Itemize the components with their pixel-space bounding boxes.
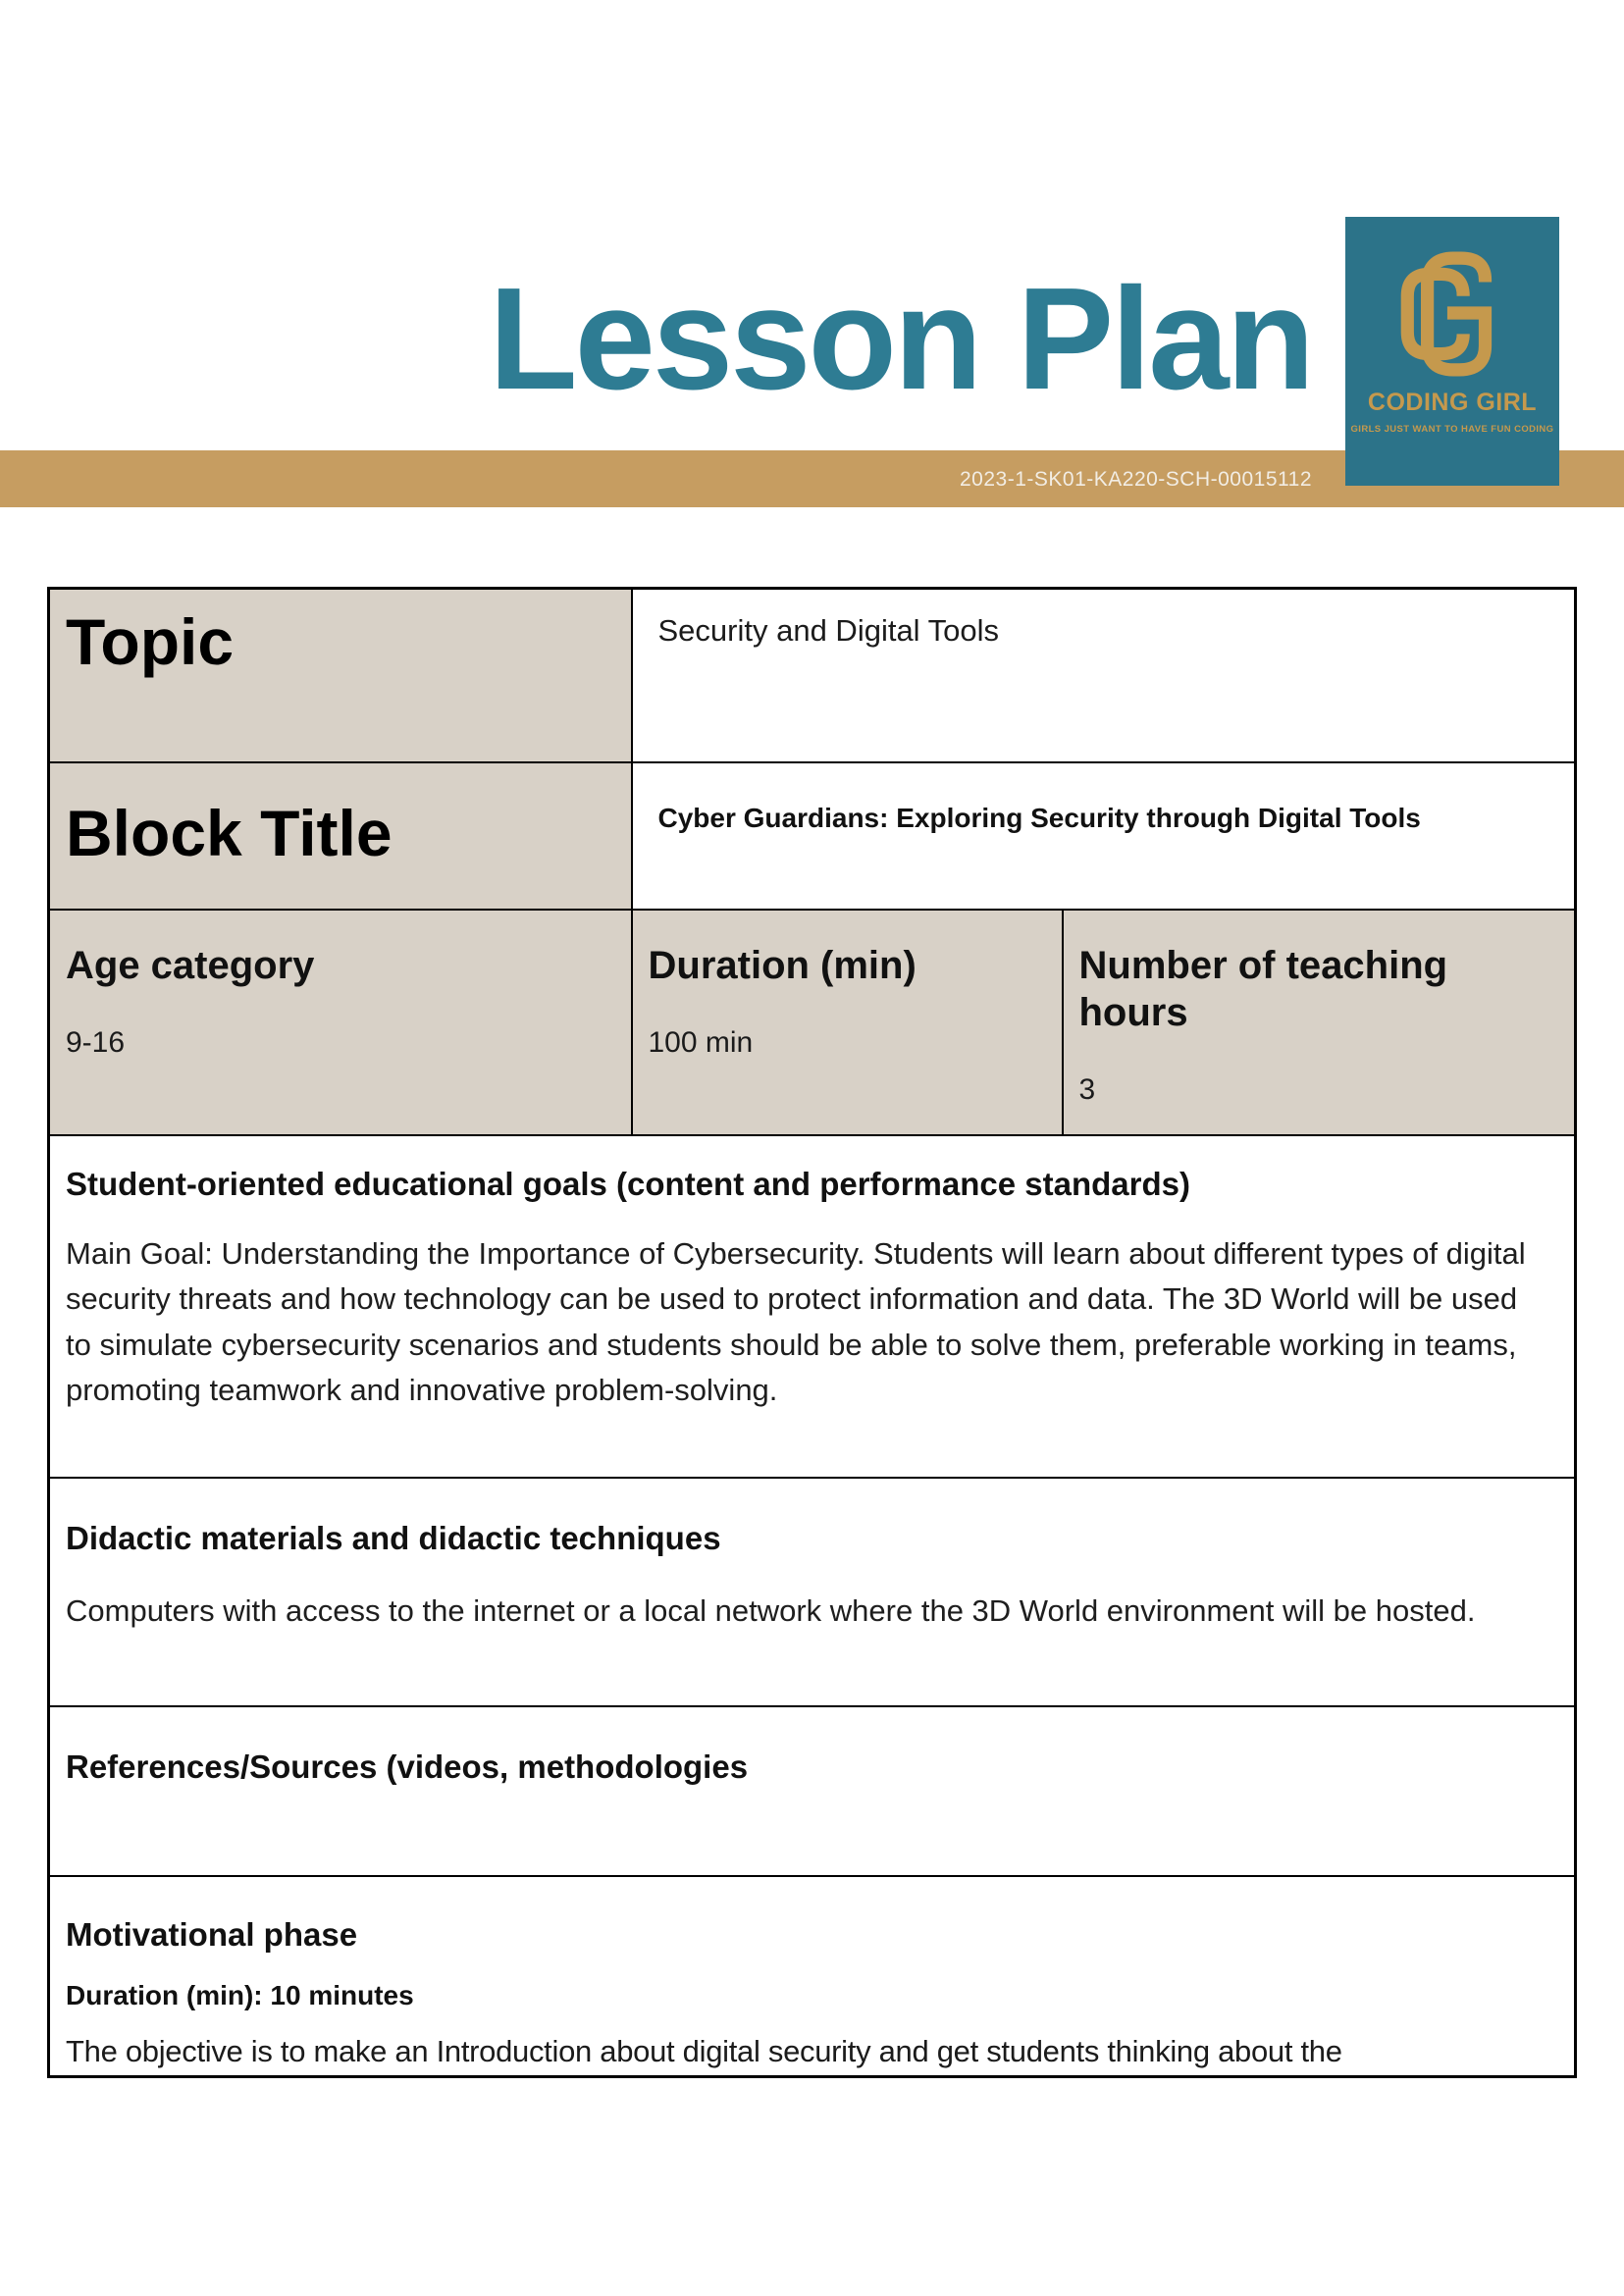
teaching-hours-label: Number of teaching hours [1078, 943, 1448, 1034]
table-row [49, 1135, 1576, 1478]
block-title-value-cell [632, 762, 1576, 910]
duration-label: Duration (min) [648, 943, 917, 987]
goals-text: Main Goal: Understanding the Importance of Cybersecurity. Students will learn about different types of digital security threats and how technology can be used to protect information and data. The 3D World will be used to simulate cybersecurity scenarios and students should be able to solve them, preferable working in teams, promoting teamwork and innovative problem-solving. [66, 1235, 1526, 1408]
teaching-hours-cell [1063, 910, 1576, 1135]
page-title: Lesson Plan [489, 258, 1312, 420]
table-row [49, 589, 1576, 762]
goals-label: Student-oriented educational goals (content and performance standards) [66, 1165, 1190, 1202]
table-row [49, 1876, 1576, 2077]
references-cell [49, 1706, 1576, 1876]
table-row [49, 910, 1576, 1135]
block-title-value: Cyber Guardians: Exploring Security through Digital Tools [657, 802, 1421, 833]
block-title-label: Block Title [66, 796, 393, 869]
topic-value: Security and Digital Tools [657, 613, 999, 648]
motivational-cell [49, 1876, 1576, 2077]
cg-monogram-icon [1397, 250, 1507, 378]
materials-cell [49, 1478, 1576, 1706]
materials-text: Computers with access to the internet or a local network where the 3D World environment will be hosted. [66, 1592, 1476, 1628]
teaching-hours-value: 3 [1078, 1072, 1096, 1106]
duration-cell [632, 910, 1063, 1135]
age-category-value: 9-16 [66, 1025, 126, 1059]
table-row [49, 762, 1576, 910]
motivational-label: Motivational phase [66, 1915, 358, 1953]
motivational-duration: Duration (min): 10 minutes [66, 1979, 414, 2010]
motivational-text: The objective is to make an Introduction about digital security and get students thinking about the [66, 2033, 1342, 2068]
table-row [49, 1478, 1576, 1706]
logo-tagline: GIRLS JUST WANT TO HAVE FUN CODING [1350, 424, 1554, 435]
duration-value: 100 min [648, 1025, 754, 1059]
project-code: 2023-1-SK01-KA220-SCH-00015112 [960, 468, 1312, 491]
table-row [49, 1706, 1576, 1876]
topic-value-cell [632, 589, 1576, 762]
references-label: References/Sources (videos, methodologies [66, 1748, 749, 1785]
topic-label-cell [49, 589, 632, 762]
age-category-label: Age category [66, 943, 315, 987]
logo-name: CODING GIRL [1367, 389, 1538, 416]
lesson-plan-table [47, 587, 1577, 2078]
materials-label: Didactic materials and didactic techniques [66, 1519, 721, 1556]
age-category-cell [49, 910, 632, 1135]
topic-label: Topic [66, 605, 235, 678]
coding-girl-logo [1345, 217, 1559, 486]
block-title-label-cell [49, 762, 632, 910]
goals-cell [49, 1135, 1576, 1478]
